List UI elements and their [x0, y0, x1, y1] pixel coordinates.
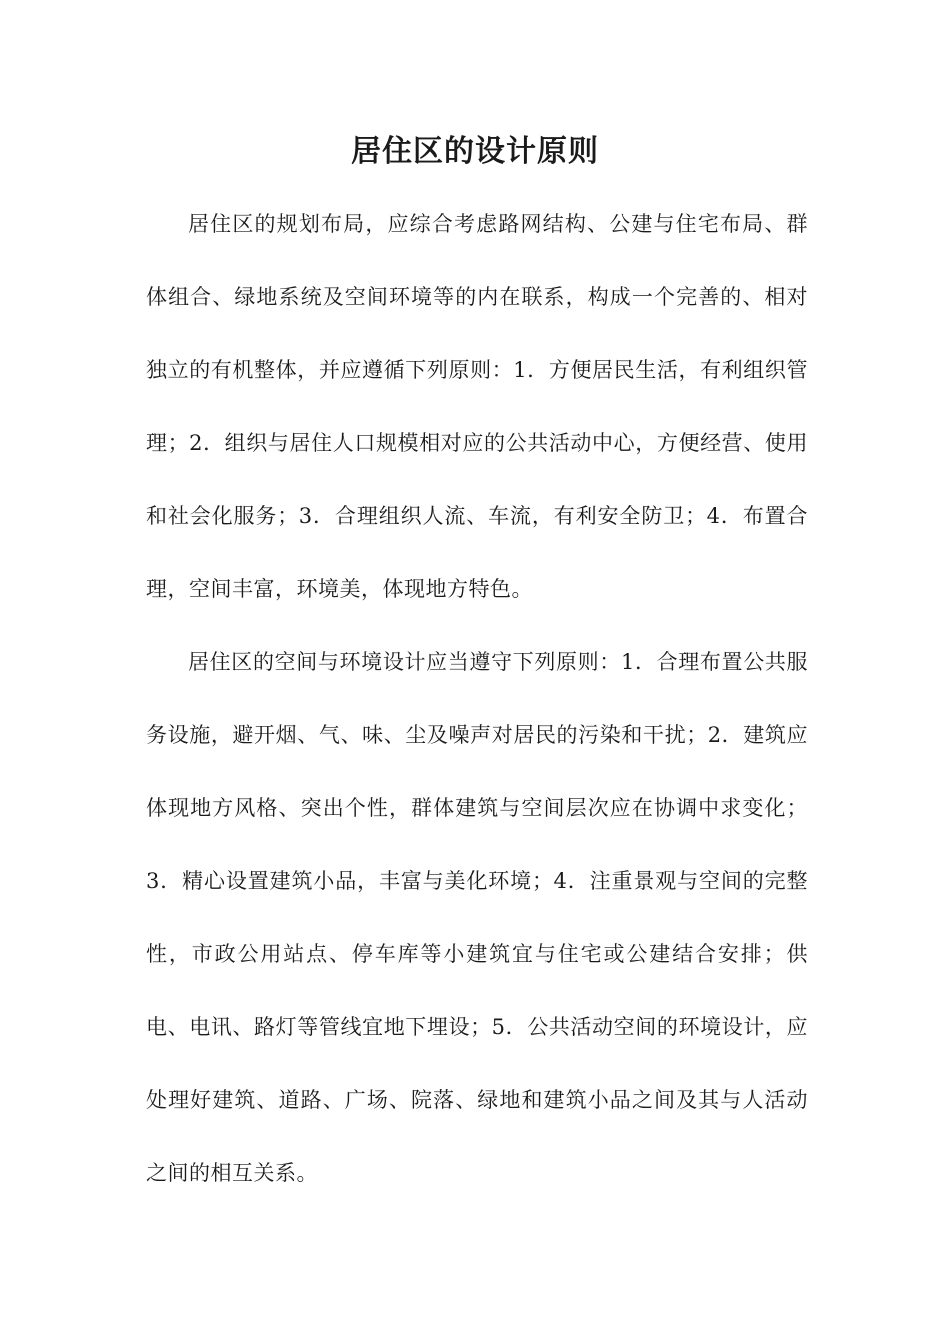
document-title: 居住区的设计原则 [351, 134, 599, 169]
paragraph-space-environment: 居住区的空间与环境设计应当遵守下列原则：1．合理布置公共服务设施，避开烟、气、味、尘及噪声对居民的污染和干扰；2．建筑应体现地方风格、突出个性，群体建筑与空间层次应在协调中求变化；3．精心设置建筑小品，丰富与美化环境；4．注重景观与空间的完整性，市政公用站点、停车库等小建筑宜与住宅或公建结合安排；供电、电讯、路灯等管线宜地下埋设；5．公共活动空间的环境设计，应处理好建筑、道路、广场、院落、绿地和建筑小品之间及其与人活动之间的相互关系。 [146, 650, 808, 1185]
paragraph-planning-layout: 居住区的规划布局，应综合考虑路网结构、公建与住宅布局、群体组合、绿地系统及空间环境等的内在联系，构成一个完善的、相对独立的有机整体，并应遵循下列原则：1．方便居民生活，有利组织管理；2．组织与居住人口规模相对应的公共活动中心，方便经营、使用和社会化服务；3．合理组织人流、车流，有利安全防卫；4．布置合理，空间丰富，环境美，体现地方特色。 [146, 212, 808, 601]
document-body [146, 188, 808, 1210]
